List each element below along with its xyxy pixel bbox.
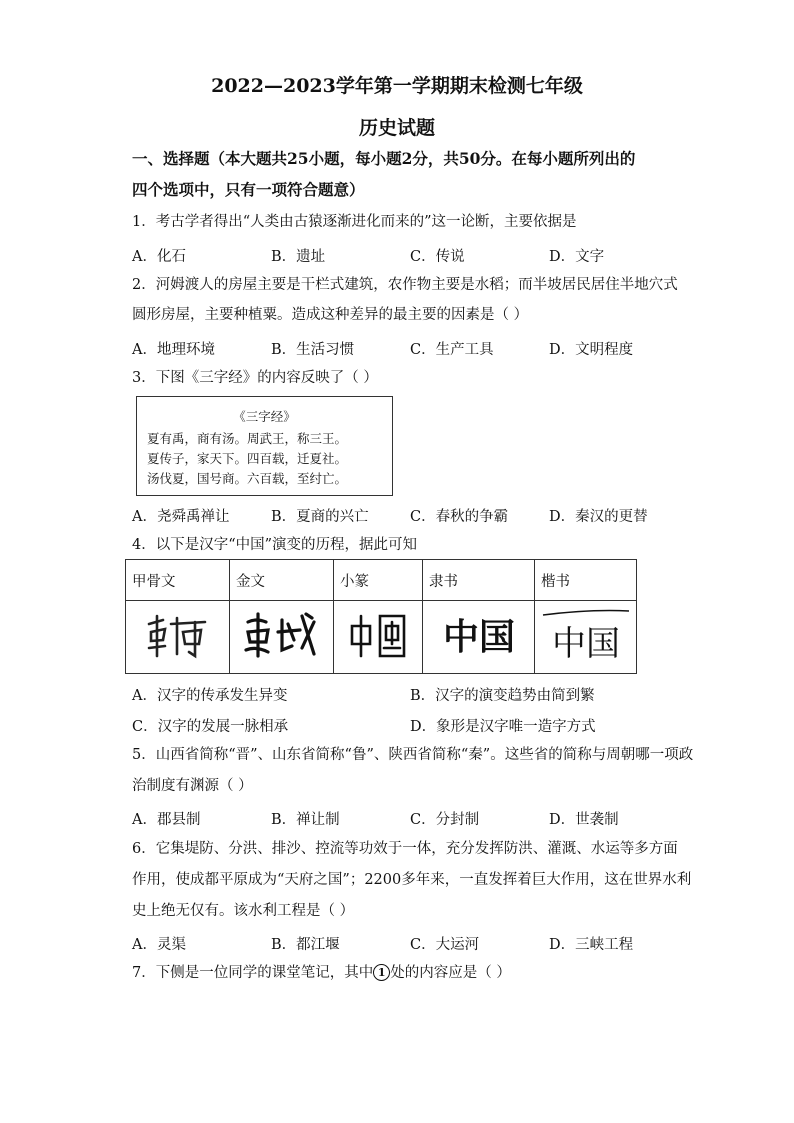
q5-stem-line2: 治制度有渊源（ ） [132,778,253,794]
sanzijing-title: 《三字经》 [233,409,296,424]
regular-glyph-stroke [543,611,629,616]
q2-stem-line1: 2．河姆渡人的房屋主要是干栏式建筑，农作物主要是水稻；而半坡居民居住半地穴式 [132,277,678,293]
clerical-glyph [423,601,535,674]
header-small-seal: 小篆 [334,560,423,601]
regular-glyph-text: 中国 [551,624,620,663]
q3-option-b: B．夏商的兴亡 [271,509,369,525]
header-clerical: 隶书 [423,560,535,601]
sanzijing-box [136,396,393,496]
q4-option-a: A．汉字的传承发生异变 [132,688,288,704]
q2-stem-line2: 圆形房屋，主要种植粟。造成这种差异的最主要的因素是（ ） [132,307,529,323]
section-heading-line2: 四个选项中，只有一项符合题意） [132,180,365,199]
q7-stem [132,964,511,982]
sanzijing-line-1: 夏有禹，商有汤。周武王，称三王。 [147,431,348,446]
q7-stem-end: 处的内容应是（ ） [390,965,511,981]
section-heading-line1: 一、选择题（本大题共25小题，每小题2分，共50分。在每小题所列出的 [132,149,636,168]
q6-stem-line1: 6．它集堤防、分洪、排沙、控流等功效于一体，充分发挥防洪、灌溉、水运等多方面 [132,841,678,857]
q6-option-c: C．大运河 [410,937,480,953]
q2-option-c: C．生产工具 [410,342,494,358]
q3-option-c: C．春秋的争霸 [410,509,509,525]
clerical-glyph-text: 中国 [442,617,515,657]
exam-subtitle: 历史试题 [358,117,435,139]
sanzijing-line-2: 夏传子，家天下。四百载，迁夏社。 [147,451,348,466]
q4-option-d: D．象形是汉字唯一造字方式 [410,719,596,735]
q7-stem-start: 7．下侧是一位同学的课堂笔记，其中 [132,965,374,981]
q4-option-c: C．汉字的发展一脉相承 [132,719,289,735]
header-oracle-bone: 甲骨文 [126,560,230,601]
q6-stem-line3: 史上绝无仅有。该水利工程是（ ） [132,903,355,919]
q4-stem: 4．以下是汉字“中国”演变的历程，据此可知 [132,537,418,553]
q5-stem-line1: 5．山西省简称“晋”、山东省简称“鲁”、陕西省简称“秦”。这些省的简称与周朝哪一项政 [132,747,694,763]
regular-glyph [535,601,637,674]
q4-option-b: B．汉字的演变趋势由简到繁 [410,688,595,704]
q2-option-d: D．文明程度 [549,342,634,358]
q1-option-c: C．传说 [410,249,465,265]
bronze-glyph [230,601,334,674]
q6-option-d: D．三峡工程 [549,937,634,953]
regular-zhongguo-image [541,607,631,663]
header-regular: 楷书 [535,560,637,601]
header-bronze: 金文 [230,560,334,601]
q2-option-b: B．生活习惯 [271,342,355,358]
clerical-zhongguo-image [434,613,524,657]
q1-option-b: B．遗址 [271,249,326,265]
oracle-bone-zhongguo-image [143,610,213,660]
q1-stem: 1．考古学者得出“人类由古猿逐渐进化而来的”这一论断，主要依据是 [132,214,577,230]
q5-option-d: D．世袭制 [549,812,619,828]
bronze-zhongguo-image [242,610,322,660]
q5-option-a: A．郡县制 [132,812,201,828]
circled-number-marker: 1 [373,964,390,981]
small-seal-zhongguo-image [346,610,410,660]
q5-option-b: B．禅让制 [271,812,340,828]
small-seal-glyph [334,601,423,674]
exam-title: 2022—2023学年第一学期期末检测七年级 [211,75,583,97]
q1-option-d: D．文字 [549,249,605,265]
q3-option-d: D．秦汉的更替 [549,509,648,525]
q1-option-a: A．化石 [132,249,186,265]
q6-option-a: A．灵渠 [132,937,186,953]
q3-stem: 3．下图《三字经》的内容反映了（ ） [132,370,378,386]
oracle-bone-glyph [126,601,230,674]
q2-option-a: A．地理环境 [132,342,215,358]
script-evolution-table [125,559,637,674]
q3-option-a: A．尧舜禹禅让 [132,509,230,525]
q6-option-b: B．都江堰 [271,937,340,953]
sanzijing-line-3: 汤伐夏，国号商。六百载，至纣亡。 [147,471,348,486]
q5-option-c: C．分封制 [410,812,480,828]
q6-stem-line2: 作用，使成都平原成为“天府之国”；2200多年来，一直发挥着巨大作用，这在世界水利 [132,872,692,888]
